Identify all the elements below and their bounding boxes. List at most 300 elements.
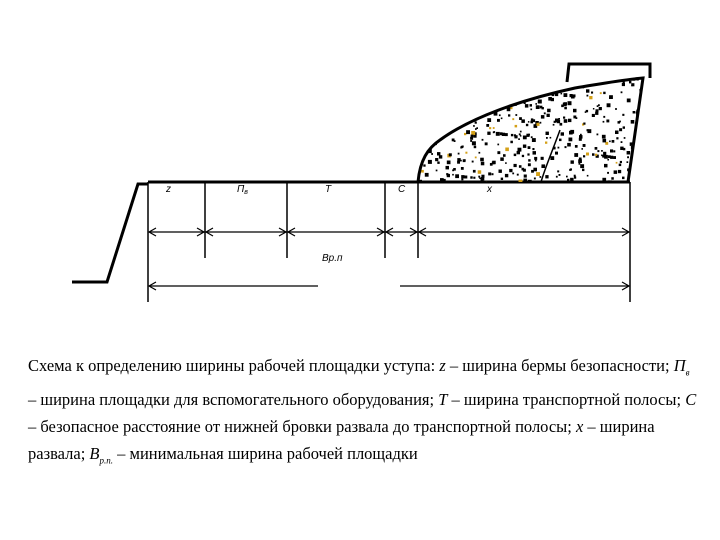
muck-speck — [449, 153, 452, 156]
muck-speck — [419, 123, 422, 126]
muck-speck — [425, 137, 428, 140]
muck-speck — [474, 146, 477, 149]
muck-speck — [620, 161, 622, 163]
muck-speck — [536, 123, 539, 126]
muck-speck — [426, 134, 429, 137]
muck-speck — [607, 103, 611, 107]
muck-speck — [496, 132, 500, 136]
muck-speck — [533, 168, 537, 172]
label-brp: Bр.п — [322, 253, 343, 264]
muck-speck — [524, 175, 527, 178]
muck-speck — [452, 169, 454, 171]
muck-speck — [586, 153, 589, 156]
muck-speck — [465, 152, 467, 154]
muck-speck — [573, 109, 577, 113]
muck-speck — [512, 118, 514, 120]
muck-speck — [639, 125, 643, 129]
muck-speck — [555, 152, 558, 155]
muck-speck — [553, 124, 555, 126]
muck-speck — [449, 118, 453, 122]
muck-speck — [558, 147, 560, 149]
muck-speck — [546, 81, 548, 83]
muck-speck — [603, 116, 605, 118]
muck-speck — [455, 94, 457, 96]
muck-speck — [544, 87, 547, 90]
muck-speck — [514, 154, 517, 157]
muck-speck — [517, 85, 519, 87]
muck-speck — [586, 89, 589, 92]
muck-speck — [437, 109, 441, 113]
muck-speck — [546, 132, 549, 135]
muck-speck — [587, 175, 589, 177]
muck-speck — [492, 173, 494, 175]
muck-speck — [499, 114, 501, 116]
muck-speck — [479, 152, 481, 154]
muck-speck — [472, 161, 474, 163]
caption-z: z — [439, 356, 446, 375]
muck-speck — [485, 142, 488, 145]
muck-speck — [609, 95, 613, 99]
muck-speck — [640, 161, 644, 165]
muck-speck — [447, 161, 451, 165]
muck-speck — [576, 117, 578, 119]
muck-speck — [602, 135, 606, 139]
muck-speck — [551, 98, 554, 101]
muck-speck — [642, 112, 644, 114]
muck-speck — [592, 153, 595, 156]
muck-speck — [480, 158, 484, 162]
muck-speck — [505, 174, 508, 177]
muck-speck — [540, 122, 542, 124]
muck-speck — [579, 135, 583, 139]
muck-speck — [641, 142, 644, 145]
muck-speck — [420, 140, 423, 143]
muck-speck — [475, 157, 477, 159]
muck-speck — [564, 119, 568, 123]
muck-speck — [533, 85, 535, 87]
muck-speck — [556, 78, 558, 80]
muck-speck — [479, 103, 482, 106]
muck-speck — [610, 149, 613, 152]
muck-speck — [607, 159, 609, 161]
muck-speck — [473, 170, 476, 173]
muck-speck — [580, 80, 582, 82]
muck-speck — [578, 159, 582, 163]
muck-speck — [541, 157, 544, 160]
muck-speck — [541, 115, 545, 119]
muck-speck — [567, 179, 569, 181]
muck-speck — [472, 111, 474, 113]
muck-speck — [627, 161, 629, 163]
muck-speck — [591, 92, 593, 94]
muck-speck — [454, 140, 456, 142]
muck-speck — [536, 105, 540, 109]
muck-speck — [524, 94, 527, 97]
muck-speck — [555, 119, 559, 123]
muck-speck — [627, 156, 629, 158]
muck-speck — [478, 176, 480, 178]
muck-speck — [565, 146, 567, 148]
muck-speck — [603, 121, 605, 123]
muck-speck — [419, 130, 421, 132]
muck-speck — [442, 179, 445, 182]
muck-speck — [627, 151, 631, 155]
muck-speck — [444, 101, 446, 103]
muck-speck — [529, 79, 531, 81]
muck-speck — [421, 81, 424, 84]
muck-speck — [424, 128, 428, 132]
muck-speck — [478, 170, 482, 174]
muck-speck — [527, 153, 529, 155]
muck-speck — [500, 157, 504, 161]
muck-speck — [479, 106, 483, 110]
muck-speck — [469, 114, 471, 116]
muck-speck — [597, 150, 599, 152]
muck-speck — [574, 176, 576, 178]
muck-speck — [446, 110, 449, 113]
muck-speck — [599, 107, 602, 110]
muck-speck — [619, 164, 622, 167]
muck-speck — [473, 125, 475, 127]
muck-speck — [550, 156, 554, 160]
muck-speck — [622, 114, 624, 116]
muck-speck — [553, 82, 556, 85]
muck-speck — [642, 108, 644, 110]
muck-speck — [446, 166, 450, 170]
muck-speck — [644, 132, 646, 134]
muck-speck — [623, 126, 625, 128]
muck-speck — [422, 98, 425, 101]
muck-speck — [457, 82, 459, 84]
muck-speck — [521, 119, 525, 123]
muck-speck — [520, 131, 522, 133]
muck-speck — [639, 151, 641, 153]
muck-speck — [528, 146, 531, 149]
muck-speck — [619, 121, 621, 123]
muck-speck — [505, 148, 509, 152]
muck-speck — [452, 174, 454, 176]
muck-speck — [520, 135, 522, 137]
muck-speck — [530, 104, 533, 107]
muck-speck — [515, 114, 517, 116]
muck-speck — [460, 160, 462, 162]
muck-speck — [519, 133, 521, 135]
muck-speck — [497, 144, 499, 146]
muck-speck — [602, 155, 605, 158]
muck-speck — [481, 162, 485, 166]
muck-speck — [458, 153, 460, 155]
muck-speck — [618, 170, 621, 173]
muck-speck — [423, 164, 425, 166]
muck-speck — [510, 141, 513, 144]
muck-speck — [446, 173, 448, 175]
muck-speck — [514, 79, 517, 82]
muck-speck — [493, 127, 495, 129]
muck-speck — [633, 111, 636, 114]
muck-speck — [622, 83, 625, 86]
muck-speck — [643, 116, 646, 119]
muck-speck — [570, 178, 574, 182]
muck-speck — [502, 133, 505, 136]
muck-speck — [515, 125, 518, 128]
muck-speck — [431, 99, 433, 101]
muck-speck — [639, 132, 641, 134]
muck-speck — [615, 108, 617, 110]
muck-speck — [543, 81, 545, 83]
muck-speck — [645, 152, 648, 155]
muck-speck — [646, 175, 649, 178]
muck-speck — [470, 140, 472, 142]
muck-speck — [429, 121, 432, 124]
muck-speck — [564, 107, 567, 110]
muck-speck — [613, 156, 616, 159]
muck-speck — [459, 83, 463, 87]
muck-speck — [485, 91, 487, 93]
muck-speck — [641, 171, 643, 173]
caption-t: T — [438, 390, 448, 410]
muck-speck — [446, 124, 450, 128]
muck-speck — [609, 141, 611, 143]
muck-speck — [428, 82, 432, 86]
muck-speck — [571, 130, 574, 133]
muck-speck — [544, 90, 546, 92]
muck-speck — [557, 170, 559, 172]
muck-speck — [519, 86, 523, 90]
muck-speck — [571, 160, 574, 163]
muck-speck — [595, 112, 598, 115]
muck-speck — [421, 170, 424, 173]
muck-speck — [443, 130, 446, 133]
muck-speck — [572, 78, 574, 80]
muck-speck — [497, 151, 500, 154]
muck-speck — [608, 180, 610, 182]
muck-speck — [571, 95, 575, 99]
muck-speck — [514, 164, 517, 167]
muck-speck — [419, 138, 422, 141]
muck-speck — [619, 128, 622, 131]
muck-speck — [566, 176, 568, 178]
muck-speck — [569, 169, 571, 171]
figure-caption: Схема к определению ширины рабочей площадки уступа: z – ширина бермы безопасности; $П_в$ – ширина площадки для вспомогательного оборудования; T – ширина транспортной полосы; C – безопасное расстояние от нижней бровки развала до транспортной полосы; x – ширина развала; $B_{р.п.}$ – минимальная ширина рабочей площадки — [28, 356, 697, 466]
muck-speck — [489, 127, 491, 129]
muck-speck — [641, 167, 643, 169]
muck-speck — [421, 113, 424, 116]
muck-speck — [535, 103, 537, 105]
muck-speck — [533, 92, 537, 96]
label-pv: $П_в$ — [237, 184, 248, 196]
label-x: x — [487, 184, 492, 195]
muck-speck — [461, 110, 463, 112]
muck-speck — [421, 104, 423, 106]
muck-speck — [424, 114, 427, 117]
muck-speck — [523, 179, 527, 183]
muck-speck — [509, 169, 512, 172]
muck-speck — [523, 145, 526, 148]
muck-speck — [645, 122, 649, 126]
muck-speck — [614, 170, 618, 174]
muck-speck — [646, 122, 650, 126]
muck-speck — [571, 78, 574, 81]
muck-speck — [486, 99, 488, 101]
muck-speck — [536, 172, 540, 176]
muck-speck — [545, 175, 548, 178]
label-z: z — [166, 184, 171, 195]
muck-speck — [525, 104, 529, 108]
muck-speck — [542, 90, 545, 93]
muck-speck — [459, 78, 461, 80]
muck-speck — [528, 163, 531, 166]
muck-speck — [612, 140, 615, 143]
muck-speck — [582, 169, 584, 171]
muck-speck — [451, 100, 454, 103]
muck-speck — [607, 172, 609, 174]
muck-speck — [523, 136, 527, 140]
muck-speck — [613, 150, 615, 152]
muck-speck — [447, 129, 450, 132]
muck-speck — [517, 174, 519, 176]
muck-speck — [508, 114, 510, 116]
muck-speck — [594, 81, 597, 84]
muck-speck — [561, 132, 564, 135]
muck-speck — [461, 175, 464, 178]
muck-speck — [436, 170, 438, 172]
muck-speck — [620, 147, 623, 150]
muck-speck — [438, 114, 440, 116]
muck-speck — [574, 153, 578, 157]
muck-speck — [645, 113, 649, 117]
muck-speck — [528, 87, 532, 91]
muck-speck — [627, 99, 631, 103]
muck-speck — [560, 123, 563, 126]
muck-speck — [631, 120, 635, 124]
muck-speck — [494, 98, 496, 100]
muck-speck — [457, 158, 460, 161]
muck-speck — [644, 126, 646, 128]
dimension-row-components — [149, 228, 629, 236]
muck-speck — [631, 83, 634, 86]
muck-speck — [556, 176, 558, 178]
muck-speck — [433, 84, 435, 86]
muck-speck — [540, 106, 543, 109]
muck-speck — [430, 116, 433, 119]
muck-speck — [534, 178, 536, 180]
muck-speck — [424, 94, 427, 97]
muck-speck — [462, 107, 466, 111]
muck-speck — [568, 119, 571, 122]
muck-speck — [461, 146, 463, 148]
muck-speck — [532, 83, 534, 85]
muck-speck — [645, 79, 647, 81]
muck-speck — [532, 138, 536, 142]
muck-speck — [571, 82, 574, 85]
muck-speck — [603, 92, 605, 94]
muck-speck — [501, 118, 503, 120]
muck-speck — [645, 146, 648, 149]
muck-speck — [593, 108, 595, 110]
muck-speck — [422, 110, 425, 113]
muck-speck — [547, 114, 550, 117]
muck-speck — [643, 180, 645, 182]
muck-speck — [636, 160, 639, 163]
label-c: C — [398, 184, 406, 195]
muck-speck — [455, 80, 459, 84]
muck-speck — [434, 101, 436, 103]
muck-speck — [466, 130, 470, 134]
muck-speck — [621, 91, 623, 93]
muck-speck — [615, 131, 619, 135]
muck-speck — [569, 138, 573, 142]
muck-speck — [453, 82, 456, 85]
muck-speck — [499, 170, 502, 173]
muck-speck — [638, 128, 642, 131]
muck-pile-outline — [418, 78, 643, 182]
muck-speck — [505, 133, 508, 136]
caption-pv: $П_в$ — [673, 356, 690, 378]
muck-speck — [583, 155, 585, 157]
muck-speck — [559, 174, 561, 176]
muck-speck — [418, 111, 421, 114]
muck-speck — [450, 105, 453, 108]
muck-speck — [503, 154, 506, 157]
muck-speck — [624, 137, 626, 139]
muck-speck — [531, 136, 533, 138]
muck-speck — [592, 114, 595, 117]
muck-speck — [528, 89, 531, 92]
muck-speck — [579, 163, 581, 165]
muck-speck — [647, 81, 651, 85]
muck-speck — [492, 161, 496, 165]
muck-speck — [603, 139, 607, 143]
muck-speck — [435, 158, 438, 161]
muck-speck — [464, 133, 466, 135]
muck-speck — [621, 141, 623, 143]
muck-speck — [642, 97, 644, 99]
dimension-total-width — [149, 282, 629, 290]
lower-slope-line — [72, 184, 148, 282]
muck-speck — [637, 157, 639, 159]
muck-speck — [561, 93, 563, 95]
muck-speck — [430, 78, 432, 80]
muck-speck — [437, 162, 439, 164]
muck-speck — [518, 138, 520, 140]
muck-speck — [595, 147, 598, 150]
muck-speck — [491, 84, 494, 87]
muck-speck — [601, 150, 603, 152]
muck-speck — [511, 134, 513, 136]
muck-speck — [519, 165, 522, 168]
muck-speck — [423, 113, 425, 115]
muck-speck — [603, 152, 606, 155]
muck-speck — [538, 100, 542, 104]
muck-speck — [602, 178, 606, 182]
muck-speck — [463, 159, 466, 162]
muck-speck — [456, 78, 460, 82]
muck-speck — [583, 144, 586, 147]
muck-speck — [611, 177, 614, 180]
muck-speck — [606, 120, 609, 123]
muck-speck — [529, 89, 532, 92]
muck-speck — [430, 115, 432, 117]
muck-speck — [540, 176, 542, 178]
muck-speck — [563, 117, 565, 119]
muck-speck — [486, 124, 489, 127]
muck-speck — [600, 92, 602, 94]
muck-speck — [522, 168, 525, 171]
muck-speck — [437, 152, 440, 155]
muck-speck — [559, 139, 562, 142]
muck-speck — [532, 119, 535, 122]
muck-speck — [487, 118, 491, 122]
